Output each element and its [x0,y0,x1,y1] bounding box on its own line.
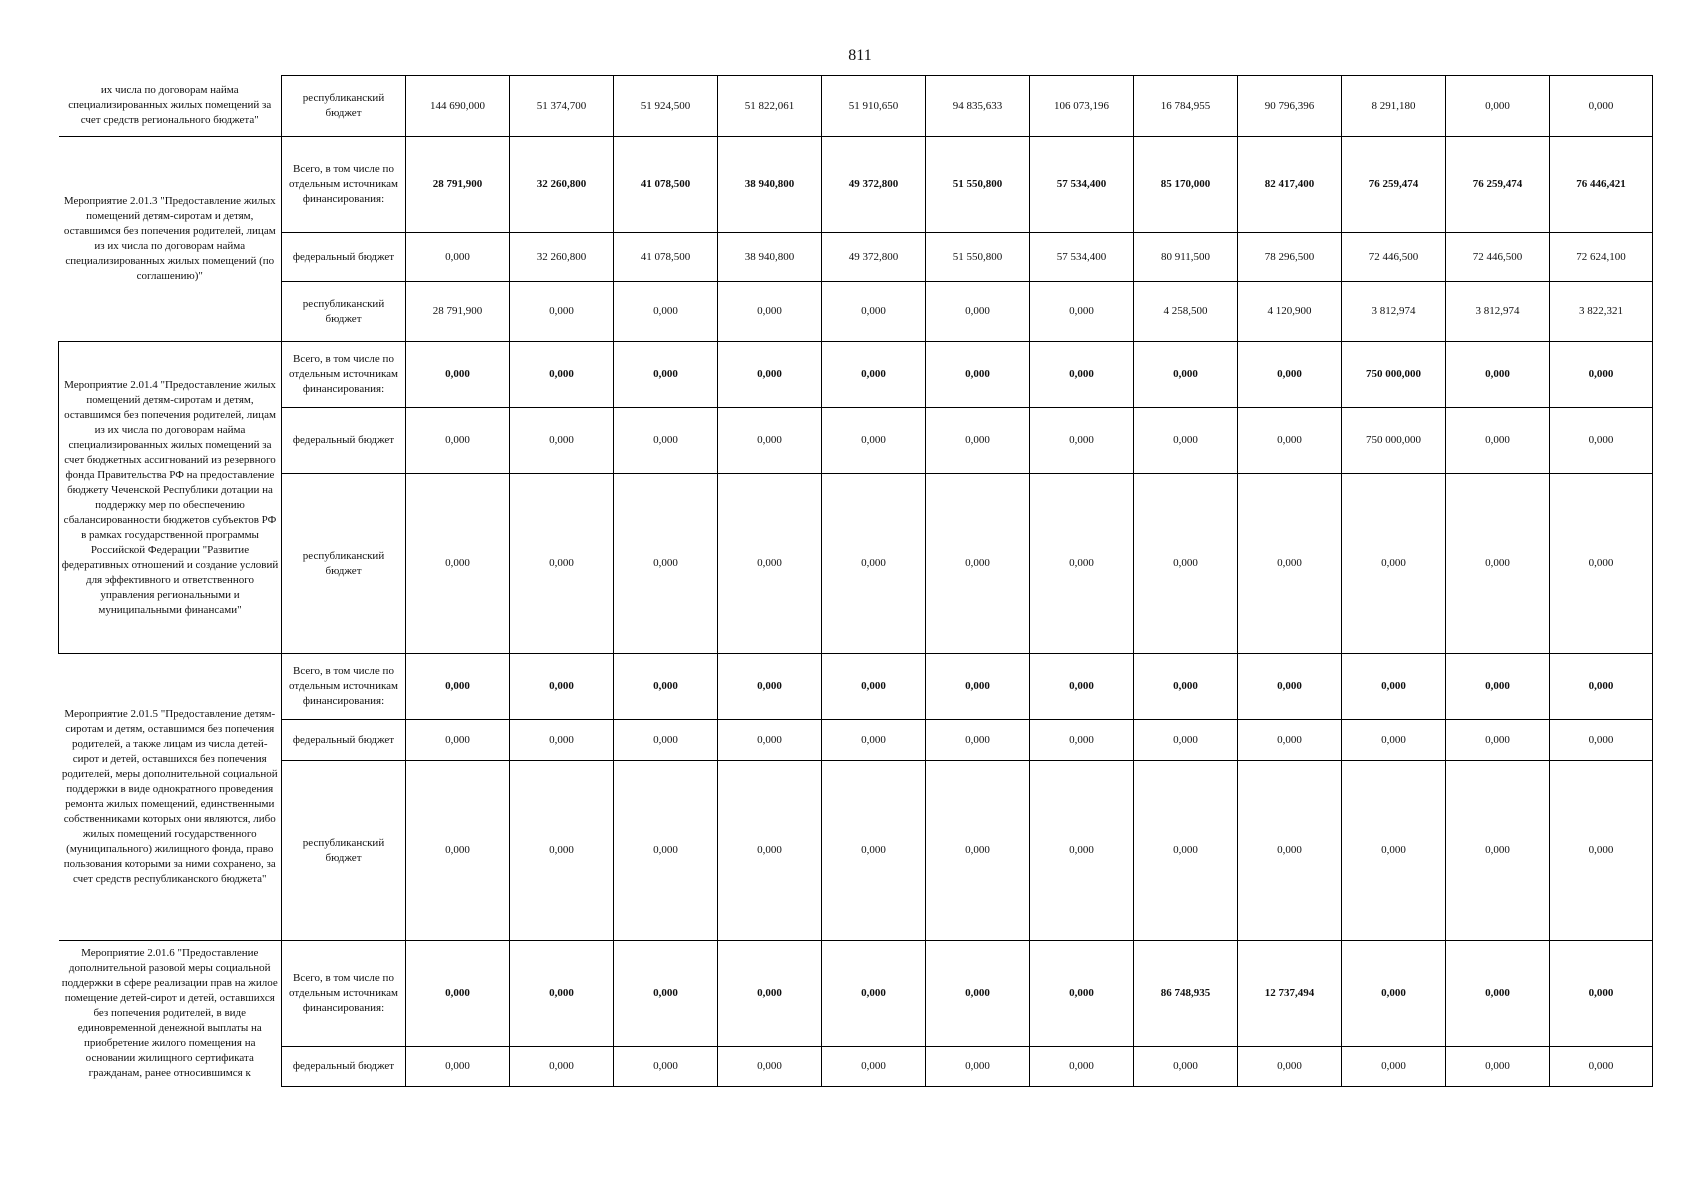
value-cell: 0,000 [718,761,822,941]
value-cell: 86 748,935 [1134,941,1238,1047]
funding-source: Всего, в том числе по отдельным источникам финансирования: [282,941,406,1047]
value-cell: 0,000 [718,408,822,474]
value-cell: 0,000 [614,474,718,654]
value-cell: 12 737,494 [1238,941,1342,1047]
value-cell: 0,000 [510,720,614,761]
value-cell: 0,000 [718,1047,822,1087]
value-cell: 0,000 [1550,941,1653,1047]
table-row [59,76,1653,137]
table-row [59,342,1653,408]
value-cell: 49 372,800 [822,137,926,233]
value-cell: 0,000 [614,761,718,941]
value-cell: 0,000 [1238,408,1342,474]
activity-text: Мероприятие 2.01.5 "Предоставление детям-сиротам и детям, оставшимся без попечения родителей, а также лицам из числа детей-сирот и детей, оставшихся без попечения родителей, меры дополнительной социальной поддержки в виде однократного проведения ремонта жилых помещений, единственными собственниками которых они являются, либо жилых помещений государственного (муниципального) жилищного фонда, право пользования которыми за ними сохранено, за счет средств республиканского бюджета" [61,708,278,885]
value-cell: 41 078,500 [614,137,718,233]
value-cell: 85 170,000 [1134,137,1238,233]
value-cell: 0,000 [406,342,510,408]
value-cell: 0,000 [1030,654,1134,720]
value-cell: 90 796,396 [1238,76,1342,137]
value-cell: 57 534,400 [1030,233,1134,282]
activity-description [59,76,282,137]
value-cell: 0,000 [822,342,926,408]
value-cell: 0,000 [1446,1047,1550,1087]
value-cell: 0,000 [926,761,1030,941]
value-cell: 32 260,800 [510,233,614,282]
value-cell: 78 296,500 [1238,233,1342,282]
financing-table [58,75,1653,1087]
value-cell: 28 791,900 [406,282,510,342]
value-cell: 0,000 [926,720,1030,761]
funding-source: республиканский бюджет [282,474,406,654]
value-cell: 0,000 [926,1047,1030,1087]
value-cell: 0,000 [510,282,614,342]
funding-source: федеральный бюджет [282,233,406,282]
value-cell: 0,000 [1342,761,1446,941]
value-cell: 0,000 [614,282,718,342]
value-cell: 0,000 [822,941,926,1047]
value-cell: 0,000 [1550,720,1653,761]
table-row [59,720,1653,761]
activity-text: Мероприятие 2.01.6 "Предоставление дополнительной разовой меры социальной поддержки в сфере реализации прав на жилое помещение детей-сирот и детей, оставшихся без попечения родителей, в виде единовременной денежной выплаты на приобретение жилого помещения на основании жилищного сертификата гражданам, ранее относившимся к [61,947,278,1080]
value-cell: 0,000 [1550,342,1653,408]
table-row [59,1047,1653,1087]
funding-source: федеральный бюджет [282,408,406,474]
funding-source: Всего, в том числе по отдельным источникам финансирования: [282,654,406,720]
value-cell: 94 835,633 [926,76,1030,137]
value-cell: 0,000 [1134,720,1238,761]
activity-text: Мероприятие 2.01.3 "Предоставление жилых помещений детям-сиротам и детям, оставшимся без попечения родителей, лицам из их числа по договорам найма специализированных жилых помещений (по соглашению)" [63,195,276,282]
value-cell: 0,000 [1238,1047,1342,1087]
value-cell: 80 911,500 [1134,233,1238,282]
value-cell: 0,000 [614,720,718,761]
value-cell: 16 784,955 [1134,76,1238,137]
value-cell: 0,000 [1238,342,1342,408]
value-cell: 0,000 [822,408,926,474]
value-cell: 0,000 [822,654,926,720]
value-cell: 0,000 [1342,654,1446,720]
value-cell: 0,000 [926,282,1030,342]
value-cell: 8 291,180 [1342,76,1446,137]
value-cell: 0,000 [718,720,822,761]
value-cell: 0,000 [1446,474,1550,654]
value-cell: 0,000 [1550,474,1653,654]
table-row [59,408,1653,474]
activity-description [59,342,282,654]
value-cell: 76 259,474 [1342,137,1446,233]
value-cell: 0,000 [1030,474,1134,654]
value-cell: 0,000 [406,720,510,761]
value-cell: 72 624,100 [1550,233,1653,282]
value-cell: 3 822,321 [1550,282,1653,342]
value-cell: 0,000 [822,720,926,761]
value-cell: 0,000 [1030,282,1134,342]
activity-description [59,654,282,941]
table-row [59,137,1653,233]
value-cell: 38 940,800 [718,233,822,282]
value-cell: 0,000 [510,941,614,1047]
value-cell: 0,000 [718,474,822,654]
value-cell: 0,000 [406,654,510,720]
value-cell: 28 791,900 [406,137,510,233]
value-cell: 57 534,400 [1030,137,1134,233]
value-cell: 0,000 [406,941,510,1047]
value-cell: 3 812,974 [1446,282,1550,342]
value-cell: 0,000 [1134,654,1238,720]
value-cell: 0,000 [1550,761,1653,941]
value-cell: 0,000 [1238,474,1342,654]
value-cell: 0,000 [1342,941,1446,1047]
value-cell: 0,000 [926,941,1030,1047]
value-cell: 51 374,700 [510,76,614,137]
table-body [59,76,1653,1087]
funding-source: республиканский бюджет [282,282,406,342]
funding-source: Всего, в том числе по отдельным источникам финансирования: [282,137,406,233]
value-cell: 0,000 [926,654,1030,720]
value-cell: 0,000 [926,342,1030,408]
value-cell: 0,000 [718,282,822,342]
value-cell: 0,000 [1238,654,1342,720]
value-cell: 0,000 [926,474,1030,654]
activity-description [59,941,282,1087]
value-cell: 0,000 [614,408,718,474]
value-cell: 0,000 [1238,720,1342,761]
value-cell: 0,000 [1030,720,1134,761]
value-cell: 0,000 [1134,408,1238,474]
value-cell: 76 259,474 [1446,137,1550,233]
funding-source: республиканский бюджет [282,761,406,941]
value-cell: 0,000 [406,1047,510,1087]
value-cell: 82 417,400 [1238,137,1342,233]
funding-source: Всего, в том числе по отдельным источникам финансирования: [282,342,406,408]
value-cell: 0,000 [1550,1047,1653,1087]
activity-description [59,137,282,342]
value-cell: 0,000 [406,761,510,941]
value-cell: 0,000 [1238,761,1342,941]
value-cell: 0,000 [1134,761,1238,941]
value-cell: 0,000 [406,474,510,654]
funding-source: республиканский бюджет [282,76,406,137]
value-cell: 3 812,974 [1342,282,1446,342]
table-row [59,654,1653,720]
value-cell: 0,000 [1446,654,1550,720]
value-cell: 750 000,000 [1342,342,1446,408]
value-cell: 0,000 [406,408,510,474]
activity-text: Мероприятие 2.01.4 "Предоставление жилых помещений детям-сиротам и детям, оставшимся без попечения родителей, лицам из их числа по договорам найма специализированных жилых помещений за счет бюджетных ассигнований из резервного фонда Правительства РФ на предоставление бюджету Чеченской Республики дотации на поддержку мер по обеспечению сбалансированности бюджетов субъектов РФ в рамках государственной программы Российской Федерации "Развитие федеративных отношений и создание условий для эффективного и ответственного управления региональными и муниципальными финансами" [61,378,279,616]
value-cell: 0,000 [822,761,926,941]
value-cell: 0,000 [1342,474,1446,654]
table-row [59,474,1653,654]
value-cell: 51 822,061 [718,76,822,137]
value-cell: 38 940,800 [718,137,822,233]
value-cell: 0,000 [1030,941,1134,1047]
value-cell: 0,000 [1550,654,1653,720]
value-cell: 0,000 [718,342,822,408]
value-cell: 750 000,000 [1342,408,1446,474]
value-cell: 0,000 [1446,408,1550,474]
value-cell: 0,000 [510,342,614,408]
value-cell: 106 073,196 [1030,76,1134,137]
value-cell: 32 260,800 [510,137,614,233]
value-cell: 0,000 [1446,76,1550,137]
activity-text: их числа по договорам найма специализированных жилых помещений за счет средств регионального бюджета" [68,84,272,127]
value-cell: 0,000 [1030,1047,1134,1087]
value-cell: 0,000 [822,474,926,654]
value-cell: 51 924,500 [614,76,718,137]
value-cell: 51 910,650 [822,76,926,137]
value-cell: 41 078,500 [614,233,718,282]
value-cell: 0,000 [510,654,614,720]
value-cell: 0,000 [1134,342,1238,408]
value-cell: 144 690,000 [406,76,510,137]
value-cell: 0,000 [406,233,510,282]
value-cell: 0,000 [1550,408,1653,474]
value-cell: 0,000 [1550,76,1653,137]
value-cell: 0,000 [1134,1047,1238,1087]
funding-source: федеральный бюджет [282,1047,406,1087]
table-row [59,941,1653,1047]
value-cell: 49 372,800 [822,233,926,282]
value-cell: 0,000 [822,1047,926,1087]
value-cell: 0,000 [1342,720,1446,761]
value-cell: 0,000 [614,1047,718,1087]
value-cell: 4 120,900 [1238,282,1342,342]
value-cell: 51 550,800 [926,233,1030,282]
value-cell: 0,000 [1134,474,1238,654]
value-cell: 0,000 [614,654,718,720]
value-cell: 4 258,500 [1134,282,1238,342]
value-cell: 0,000 [614,342,718,408]
value-cell: 0,000 [1446,720,1550,761]
value-cell: 0,000 [1446,941,1550,1047]
value-cell: 0,000 [718,941,822,1047]
funding-source: федеральный бюджет [282,720,406,761]
page-number: 811 [848,47,872,64]
table-row [59,233,1653,282]
value-cell: 0,000 [1446,761,1550,941]
value-cell: 0,000 [1342,1047,1446,1087]
value-cell: 0,000 [510,474,614,654]
value-cell: 0,000 [1030,342,1134,408]
value-cell: 0,000 [822,282,926,342]
value-cell: 72 446,500 [1446,233,1550,282]
table-row [59,761,1653,941]
value-cell: 0,000 [510,408,614,474]
value-cell: 0,000 [1446,342,1550,408]
value-cell: 0,000 [1030,761,1134,941]
table-row [59,282,1653,342]
value-cell: 0,000 [926,408,1030,474]
value-cell: 0,000 [510,761,614,941]
value-cell: 51 550,800 [926,137,1030,233]
value-cell: 76 446,421 [1550,137,1653,233]
value-cell: 0,000 [510,1047,614,1087]
value-cell: 0,000 [1030,408,1134,474]
value-cell: 0,000 [718,654,822,720]
value-cell: 0,000 [614,941,718,1047]
value-cell: 72 446,500 [1342,233,1446,282]
